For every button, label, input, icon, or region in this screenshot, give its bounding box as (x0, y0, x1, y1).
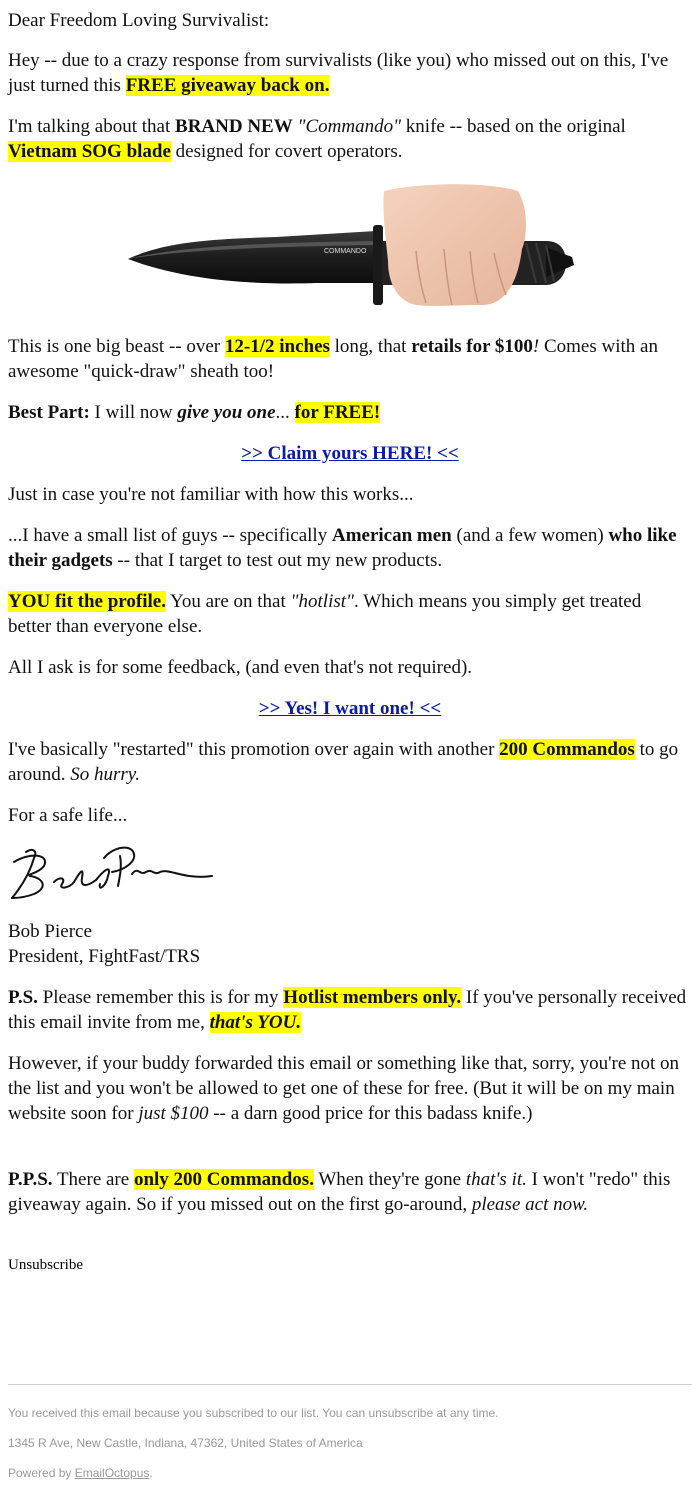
safe-life-paragraph: For a safe life... (8, 805, 128, 826)
highlight-free-giveaway: FREE giveaway back on. (125, 75, 330, 96)
knife-engraving: COMMANDO (324, 248, 367, 255)
emailoctopus-link[interactable]: EmailOctopus (74, 1466, 150, 1480)
best-part-paragraph: Best Part: I will now give you one... for FREE! (8, 402, 381, 423)
size-paragraph: This is one big beast -- over 12-1/2 inches long, that retails for $100! Comes with an awesome "quick-draw" sheath too! (8, 336, 658, 382)
highlight-you-fit: YOU fit the profile. (8, 591, 166, 612)
list-paragraph: ...I have a small list of guys -- specifically American men (and a few women) who like their gadgets -- that I target to test out my new products. (8, 525, 677, 571)
email-footer (8, 1384, 692, 1481)
footer-address: 1345 R Ave, New Castle, Indiana, 47362, United States of America (8, 1436, 363, 1450)
highlight-200-commandos: 200 Commandos (499, 739, 635, 760)
forwarded-paragraph: However, if your buddy forwarded this email or something like that, sorry, you're not on the list and you won't be allowed to get one of these for free. (But it will be on my main website soon for just $100 -- a darn good price for this badass knife.) (8, 1053, 680, 1124)
highlight-thats-you: that's YOU. (209, 1012, 302, 1033)
footer-powered-by: Powered by EmailOctopus. (8, 1466, 153, 1480)
unsubscribe-link[interactable]: Unsubscribe (8, 1257, 83, 1273)
pps-paragraph: P.P.S. There are only 200 Commandos. When they're gone that's it. I won't "redo" this giveaway again. So if you missed out on the first go-around, please act now. (8, 1169, 671, 1215)
highlight-vietnam-sog: Vietnam SOG blade (8, 141, 171, 162)
commando-knife-image (126, 181, 576, 307)
cta-yes-wrap (8, 696, 692, 721)
restarted-paragraph: I've basically "restarted" this promotion over again with another 200 Commandos to go around. So hurry. (8, 739, 679, 785)
highlight-only-200: only 200 Commandos. (133, 1169, 314, 1190)
signer-name: Bob Pierce (8, 921, 92, 942)
signature-image (8, 842, 213, 904)
signer-title: President, FightFast/TRS (8, 946, 201, 967)
brand-new-paragraph: I'm talking about that BRAND NEW "Commando" knife -- based on the original Vietnam SOG blade designed for covert operators. (8, 116, 626, 162)
how-it-works-paragraph: Just in case you're not familiar with how this works... (8, 484, 414, 505)
highlight-for-free: for FREE! (294, 402, 381, 423)
feedback-paragraph: All I ask is for some feedback, (and even that's not required). (8, 657, 473, 678)
footer-reason: You received this email because you subscribed to our list. You can unsubscribe at any time. (8, 1406, 499, 1420)
yes-i-want-one-link[interactable]: >> Yes! I want one! << (258, 698, 442, 719)
intro-paragraph: Hey -- due to a crazy response from survivalists (like you) who missed out on this, I've just turned this FREE giveaway back on. (8, 50, 669, 96)
highlight-size: 12-1/2 inches (224, 336, 330, 357)
cta-claim-wrap (8, 441, 692, 466)
profile-paragraph: YOU fit the profile. You are on that "hotlist". Which means you simply get treated better than everyone else. (8, 591, 642, 637)
highlight-hotlist: Hotlist members only. (283, 987, 462, 1008)
ps-paragraph: P.S. Please remember this is for my Hotlist members only. If you've personally received this email invite from me, that's YOU. (8, 987, 687, 1033)
greeting: Dear Freedom Loving Survivalist: (8, 10, 270, 31)
claim-yours-link[interactable]: >> Claim yours HERE! << (241, 443, 459, 464)
